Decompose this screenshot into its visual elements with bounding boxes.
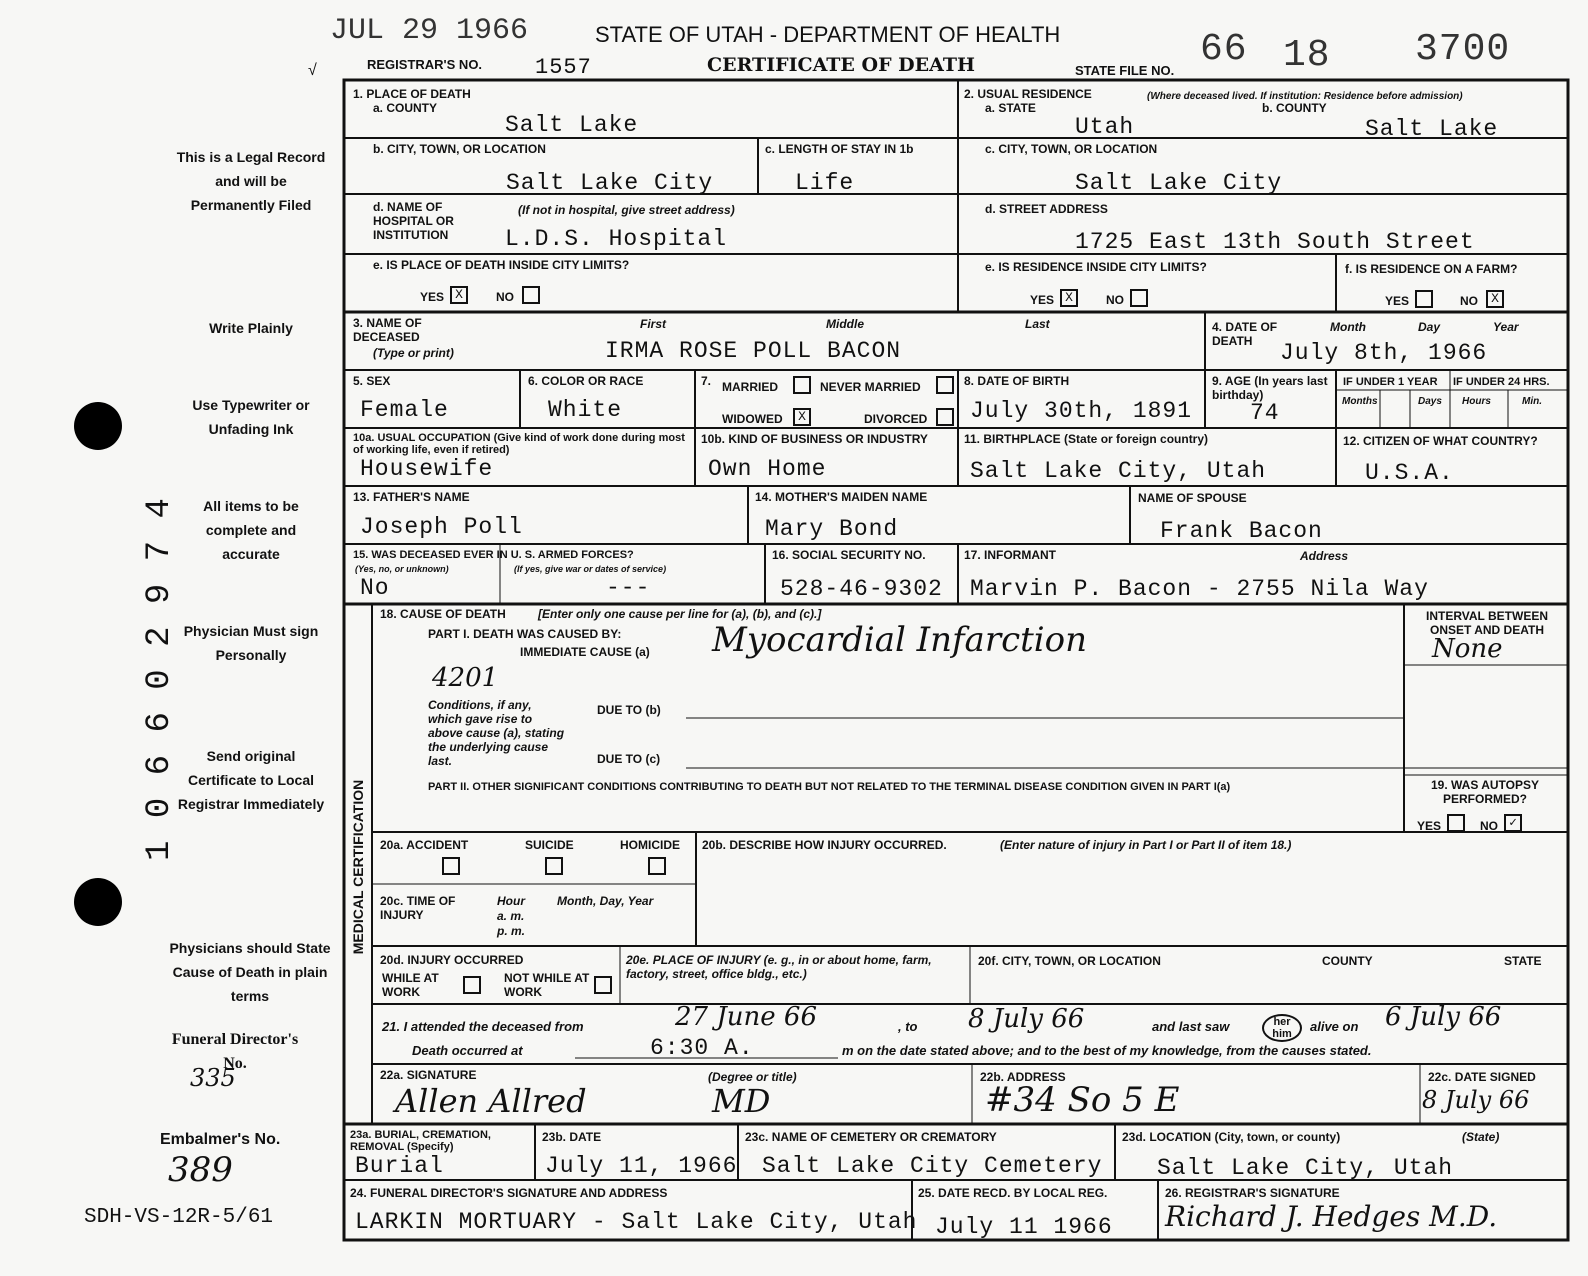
check-mark: √ [308, 62, 317, 79]
injury-city-label: 20f. CITY, TOWN, OR LOCATION [978, 954, 1161, 968]
received: July 11 1966 [935, 1214, 1113, 1240]
injury-county-label: COUNTY [1322, 954, 1373, 968]
physician-address: #34 So 5 E [985, 1080, 1180, 1120]
stamp-date: JUL 29 1966 [330, 14, 529, 48]
death-inside-no-checkbox[interactable] [522, 286, 540, 304]
res-inside-yes-checkbox[interactable]: X [1060, 289, 1078, 307]
medical-section-label: MEDICAL CERTIFICATION [350, 779, 366, 955]
mother-label: 14. MOTHER'S MAIDEN NAME [755, 490, 928, 504]
armed-sub-label: (Yes, no, or unknown) [355, 564, 449, 574]
cause-label: 18. CAUSE OF DEATH [380, 607, 506, 621]
occupation: Housewife [360, 456, 494, 482]
informant-address-label: Address [1300, 549, 1349, 563]
burial-location-label: 23d. LOCATION (City, town, or county) [1122, 1130, 1341, 1144]
death-time: 6:30 A. [650, 1035, 754, 1061]
death-county-label: a. COUNTY [373, 101, 438, 115]
agency-title: STATE OF UTAH - DEPARTMENT OF HEALTH [595, 22, 1061, 47]
icd-code: 4201 [432, 663, 499, 693]
age: 74 [1250, 400, 1280, 426]
registrar-no: 1557 [535, 55, 592, 80]
funeral-director-no: 335 [190, 1064, 236, 1092]
funeral-director-label: Funeral Director's No. [171, 1031, 299, 1072]
year-label: Year [1493, 320, 1519, 334]
registrar-signature: Richard J. Hedges M.D. [1165, 1200, 1498, 1233]
stay-label: c. LENGTH OF STAY IN 1b [765, 142, 914, 156]
days-label: Days [1418, 396, 1442, 407]
residence-label: 2. USUAL RESIDENCE [964, 87, 1092, 101]
business: Own Home [708, 456, 827, 482]
form-number: SDH-VS-12R-5/61 [84, 1206, 274, 1229]
death-inside-yes-checkbox[interactable]: X [450, 286, 468, 304]
race: White [548, 397, 623, 423]
residence-city-label: c. CITY, TOWN, OR LOCATION [985, 142, 1158, 156]
autopsy-yes-label: YES [1417, 819, 1442, 833]
month-label: Month [1330, 320, 1366, 334]
farm-no-checkbox[interactable]: X [1486, 290, 1504, 308]
widowed-checkbox[interactable]: X [793, 408, 811, 426]
due-b-label: DUE TO (b) [597, 703, 661, 717]
day-label: Day [1418, 320, 1441, 334]
race-label: 6. COLOR OR RACE [528, 374, 644, 388]
hospital: L.D.S. Hospital [505, 226, 728, 252]
burial-location: Salt Lake City, Utah [1157, 1155, 1454, 1181]
note-legal-record: This is a Legal Record and will be Permanently Filed [176, 149, 326, 213]
months-label: Months [1342, 396, 1378, 407]
injury-state-label: STATE [1504, 954, 1542, 968]
to-label: , to [898, 1019, 918, 1034]
death-city: Salt Lake City [506, 170, 714, 196]
burial-state-label: (State) [1462, 1130, 1500, 1144]
widowed-label: WIDOWED [722, 412, 783, 426]
injury-describe-note: (Enter nature of injury in Part I or Part II of item 18.) [1000, 838, 1292, 852]
autopsy-label: 19. WAS AUTOPSY PERFORMED? [1430, 778, 1540, 806]
alive-on-label: alive on [1310, 1019, 1359, 1034]
burial-label: 23a. BURIAL, CREMATION, REMOVAL (Specify) [350, 1129, 491, 1153]
funeral-director: LARKIN MORTUARY - Salt Lake City, Utah [355, 1209, 918, 1235]
due-c-label: DUE TO (c) [597, 752, 661, 766]
birthplace-label: 11. BIRTHPLACE (State or foreign country) [964, 432, 1209, 446]
citizen-label: 12. CITIZEN OF WHAT COUNTRY? [1343, 434, 1538, 448]
armed-label: 15. WAS DECEASED EVER IN U. S. ARMED FORCES? [353, 549, 634, 561]
marital-label: 7. [701, 374, 712, 388]
her-him: her him [1262, 1014, 1302, 1042]
residence-city: Salt Lake City [1075, 170, 1283, 196]
homicide-label: HOMICIDE [620, 838, 680, 852]
type-note: (Type or print) [373, 346, 454, 360]
death-county: Salt Lake [505, 112, 639, 138]
conditions-note: Conditions, if any, which gave rise to above cause (a), stating the underlying cause last. [428, 698, 565, 768]
father: Joseph Poll [360, 514, 523, 540]
am-label: a. m. [497, 909, 525, 923]
death-inside-limits-label: e. IS PLACE OF DEATH INSIDE CITY LIMITS? [373, 258, 630, 272]
street-label: d. STREET ADDRESS [985, 202, 1108, 216]
hospital-note: (If not in hospital, give street address) [518, 203, 735, 217]
married-checkbox[interactable] [793, 376, 811, 394]
place-injury-label: 20e. PLACE OF INJURY (e. g., in or about home, farm, factory, street, office bldg., etc.) [626, 953, 932, 981]
autopsy-yes-checkbox[interactable] [1447, 814, 1465, 832]
received-label: 25. DATE RECD. BY LOCAL REG. [918, 1186, 1108, 1200]
attended-to: 8 July 66 [968, 1004, 1085, 1034]
physician-signature: Allen Allred [395, 1082, 587, 1120]
sex: Female [360, 397, 449, 423]
birthplace: Salt Lake City, Utah [970, 458, 1267, 484]
funeral-director-signature-label: 24. FUNERAL DIRECTOR'S SIGNATURE AND ADDRESS [350, 1186, 668, 1200]
note-write-plainly: Write Plainly [209, 320, 293, 336]
alive-on: 6 July 66 [1385, 1002, 1502, 1032]
injury-describe-label: 20b. DESCRIBE HOW INJURY OCCURRED. [702, 838, 947, 852]
file-no-part1: 66 [1200, 28, 1248, 71]
armed-war-note: (If yes, give war or dates of service) [514, 564, 667, 574]
death-inside-yes-label: YES [420, 290, 445, 304]
part1-label: PART I. DEATH WAS CAUSED BY: [428, 627, 622, 641]
spouse: Frank Bacon [1160, 518, 1323, 544]
attended-from: 27 June 66 [675, 1002, 817, 1032]
note-physician-sign: Physician Must sign Personally [183, 623, 319, 663]
armed-dates: --- [606, 575, 651, 601]
spouse-label: NAME OF SPOUSE [1138, 491, 1247, 505]
citizen: U.S.A. [1365, 460, 1454, 486]
certificate-title: CERTIFICATE OF DEATH [707, 54, 975, 76]
ssn: 528-46-9302 [780, 576, 943, 602]
autopsy-no-checkbox[interactable]: ✓ [1504, 814, 1522, 832]
hour-label: Hour [497, 894, 525, 908]
file-no-part3: 3700 [1415, 28, 1511, 71]
stay: Life [795, 170, 855, 196]
farm-no-label: NO [1460, 294, 1478, 308]
note-typewriter: Use Typewriter or Unfading Ink [192, 397, 310, 437]
residence-note: (Where deceased lived. If institution: Residence before admission) [1147, 91, 1463, 102]
residence-state-label: a. STATE [985, 101, 1036, 115]
suicide-checkbox[interactable] [545, 857, 563, 875]
not-while-work-checkbox[interactable] [594, 976, 612, 994]
cemetery: Salt Lake City Cemetery [762, 1153, 1103, 1179]
cause-note: [Enter only one cause per line for (a), (b), and (c).] [538, 607, 822, 621]
last-label: Last [1025, 317, 1050, 331]
accident-checkbox[interactable] [442, 857, 460, 875]
under24-label: IF UNDER 24 HRS. [1453, 376, 1550, 388]
res-inside-no-label: NO [1106, 293, 1124, 307]
dob-label: 8. DATE OF BIRTH [964, 374, 1070, 388]
signature-label: 22a. SIGNATURE [380, 1068, 477, 1082]
interval-label: INTERVAL BETWEEN ONSET AND DEATH [1425, 609, 1548, 637]
farm-yes-label: YES [1385, 294, 1410, 308]
note-complete: All items to be complete and accurate [203, 498, 299, 562]
last-saw-label: and last saw [1152, 1019, 1230, 1034]
registrar-no-label: REGISTRAR'S NO. [367, 57, 483, 72]
file-no-part2: 18 [1283, 34, 1331, 77]
farm-yes-checkbox[interactable] [1415, 290, 1433, 308]
min-label: Min. [1522, 396, 1542, 407]
first-label: First [640, 317, 667, 331]
date-signed: 8 July 66 [1422, 1086, 1530, 1114]
accident-label: 20a. ACCIDENT [380, 838, 469, 852]
res-inside-yes-label: YES [1030, 293, 1055, 307]
immediate-label: IMMEDIATE CAUSE (a) [520, 645, 650, 659]
time-injury-label: 20c. TIME OF INJURY [380, 894, 456, 922]
burial-date-label: 23b. DATE [542, 1130, 602, 1144]
date-signed-label: 22c. DATE SIGNED [1428, 1070, 1536, 1084]
death-statement: m on the date stated above; and to the best of my knowledge, from the causes stated. [842, 1043, 1372, 1058]
informant-label: 17. INFORMANT [964, 548, 1057, 562]
registrar-signature-label: 26. REGISTRAR'S SIGNATURE [1165, 1186, 1340, 1200]
age-label: 9. AGE (In years last birthday) [1212, 374, 1328, 402]
not-while-work-label: NOT WHILE AT WORK [504, 971, 590, 999]
note-plain-terms: Physicians should State Cause of Death in plain terms [169, 940, 331, 1004]
under1-label: IF UNDER 1 YEAR [1343, 376, 1438, 388]
physician-degree: MD [712, 1082, 771, 1120]
deceased-name: IRMA ROSE POLL BACON [605, 338, 902, 364]
hours-label: Hours [1462, 396, 1491, 407]
mdy-label: Month, Day, Year [557, 894, 654, 908]
deceased-label: 3. NAME OF DECEASED [353, 316, 422, 344]
attended-label: 21. I attended the deceased from [382, 1019, 584, 1034]
married-label: MARRIED [722, 380, 778, 394]
res-inside-no-checkbox[interactable] [1130, 289, 1148, 307]
death-inside-no-label: NO [496, 290, 514, 304]
street: 1725 East 13th South Street [1075, 229, 1475, 255]
embalmer-label: Embalmer's No. [160, 1131, 281, 1148]
while-work-checkbox[interactable] [463, 976, 481, 994]
divorced-checkbox[interactable] [936, 408, 954, 426]
note-send-original: Send original Certificate to Local Registrar Immediately [177, 748, 325, 812]
interval: None [1432, 634, 1503, 664]
never-married-checkbox[interactable] [936, 376, 954, 394]
business-label: 10b. KIND OF BUSINESS OR INDUSTRY [701, 432, 928, 446]
father-label: 13. FATHER'S NAME [353, 490, 470, 504]
divorced-label: DIVORCED [864, 412, 928, 426]
death-occurred-label: Death occurred at [412, 1043, 523, 1058]
mother: Mary Bond [765, 516, 899, 542]
part2-label: PART II. OTHER SIGNIFICANT CONDITIONS CONTRIBUTING TO DEATH BUT NOT RELATED TO THE TERMINAL DISEASE CONDITION GIVEN IN PART I(a) [428, 781, 1231, 793]
sex-label: 5. SEX [353, 374, 391, 388]
hospital-label: d. NAME OF HOSPITAL OR INSTITUTION [373, 200, 454, 242]
pm-label: p. m. [497, 924, 526, 938]
burial-date: July 11, 1966 [545, 1153, 738, 1179]
autopsy-no-label: NO [1480, 819, 1498, 833]
cemetery-label: 23c. NAME OF CEMETERY OR CREMATORY [745, 1130, 997, 1144]
occupation-label: 10a. USUAL OCCUPATION (Give kind of work done during most of working life, even if retired) [353, 432, 685, 456]
farm-label: f. IS RESIDENCE ON A FARM? [1345, 262, 1518, 276]
degree-label: (Degree or title) [708, 1070, 797, 1084]
embalmer-no: 389 [168, 1150, 233, 1190]
physician-address-label: 22b. ADDRESS [980, 1070, 1066, 1084]
informant: Marvin P. Bacon - 2755 Nila Way [970, 576, 1429, 602]
injury-occurred-label: 20d. INJURY OCCURRED [380, 953, 524, 967]
while-work-label: WHILE AT WORK [382, 971, 439, 999]
vertical-serial: 1 0 6 6 0 2 9 7 4 [141, 497, 179, 861]
death-city-label: b. CITY, TOWN, OR LOCATION [373, 142, 546, 156]
date-of-death-label: 4. DATE OF DEATH [1212, 320, 1278, 348]
residence-state: Utah [1075, 114, 1135, 140]
suicide-label: SUICIDE [525, 838, 574, 852]
dob: July 30th, 1891 [970, 398, 1193, 424]
state-file-label: STATE FILE NO. [1075, 63, 1175, 78]
ssn-label: 16. SOCIAL SECURITY NO. [772, 548, 926, 562]
middle-label: Middle [826, 317, 864, 331]
immediate-cause: Myocardial Infarction [712, 620, 1088, 660]
burial: Burial [355, 1153, 444, 1179]
residence-county-label: b. COUNTY [1262, 101, 1327, 115]
residence-county: Salt Lake [1365, 116, 1499, 142]
place-of-death-label: 1. PLACE OF DEATH [353, 87, 471, 101]
never-married-label: NEVER MARRIED [820, 380, 921, 394]
armed-forces: No [360, 575, 390, 601]
date-of-death: July 8th, 1966 [1280, 340, 1488, 366]
res-inside-limits-label: e. IS RESIDENCE INSIDE CITY LIMITS? [985, 260, 1207, 274]
homicide-checkbox[interactable] [648, 857, 666, 875]
